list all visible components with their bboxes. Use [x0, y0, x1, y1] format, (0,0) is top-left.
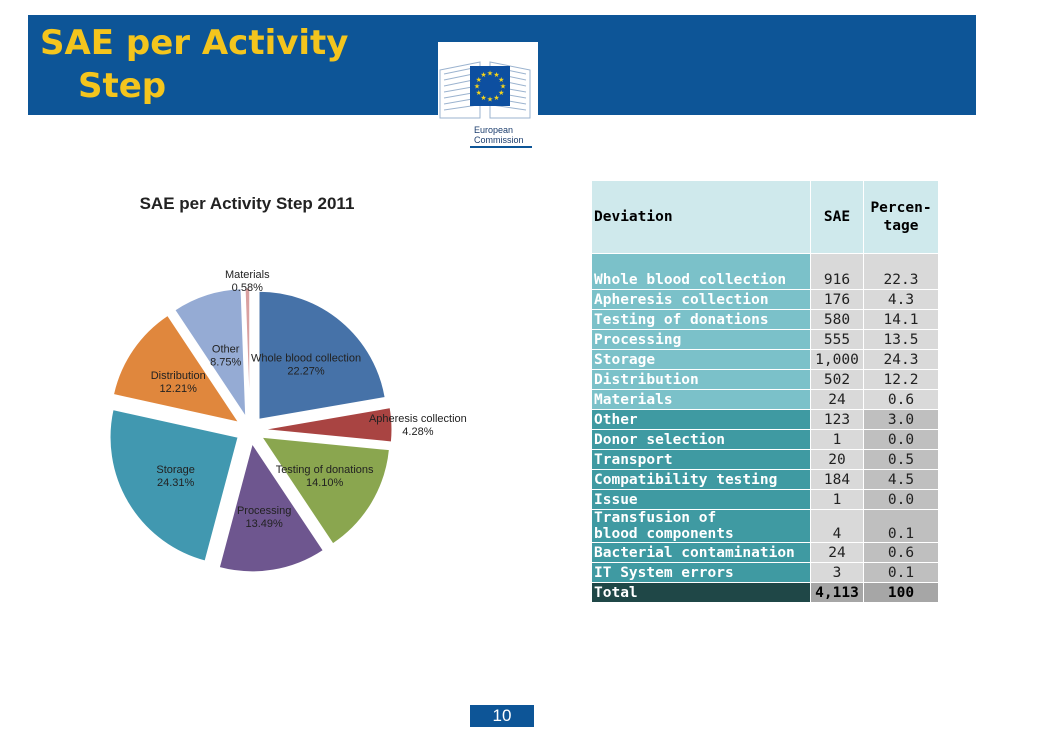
slice-label: Storage	[156, 464, 195, 477]
row-percentage: 0.1	[864, 563, 939, 583]
row-percentage: 0.1	[864, 510, 939, 543]
slice-percent-label: 4.28%	[402, 425, 434, 438]
logo-underline	[470, 146, 532, 148]
chart-title: SAE per Activity Step 2011	[139, 194, 355, 213]
row-percentage: 0.0	[864, 490, 939, 510]
row-sae: 24	[811, 390, 864, 410]
row-sae: 1	[811, 490, 864, 510]
row-percentage: 4.5	[864, 470, 939, 490]
svg-text:★: ★	[475, 77, 482, 84]
svg-text:★: ★	[499, 83, 507, 91]
slide-title	[40, 22, 348, 108]
row-sae: 1,000	[811, 350, 864, 370]
row-percentage: 22.3	[864, 254, 939, 290]
total-sae: 4,113	[811, 583, 864, 603]
total-label: Total	[592, 583, 811, 603]
slice-label: Apheresis collection	[368, 412, 467, 425]
row-percentage: 0.5	[864, 450, 939, 470]
table-row	[592, 510, 939, 543]
table-row	[592, 490, 939, 510]
table-total-row	[592, 583, 939, 603]
header-sae: SAE	[811, 181, 864, 254]
table-row	[592, 254, 939, 290]
row-deviation: Issue	[592, 490, 811, 510]
header-percentage-line2: tage	[883, 218, 919, 234]
svg-text:★: ★	[498, 90, 505, 97]
row-deviation: Materials	[592, 390, 811, 410]
row-sae: 1	[811, 430, 864, 450]
svg-text:★: ★	[486, 96, 494, 104]
row-deviation: Transport	[592, 450, 811, 470]
row-deviation: Apheresis collection	[592, 290, 811, 310]
slice-label: Other	[211, 343, 240, 356]
header-percentage-line1: Percen-	[870, 200, 932, 216]
slice-percent-label: 22.27%	[287, 365, 325, 378]
svg-text:★: ★	[493, 72, 500, 80]
table-row	[592, 330, 939, 350]
row-percentage: 4.3	[864, 290, 939, 310]
table-row	[592, 450, 939, 470]
svg-text:★: ★	[480, 94, 487, 102]
svg-text:★: ★	[473, 83, 481, 91]
table-row	[592, 390, 939, 410]
slice-label: Materials	[224, 269, 270, 282]
row-sae: 20	[811, 450, 864, 470]
row-sae: 3	[811, 563, 864, 583]
svg-text:★: ★	[480, 72, 487, 80]
row-percentage: 3.0	[864, 410, 939, 430]
table-row	[592, 290, 939, 310]
svg-text:★: ★	[498, 77, 505, 84]
table-row	[592, 430, 939, 450]
logo-text-line1: European	[474, 125, 514, 135]
row-percentage: 24.3	[864, 350, 939, 370]
row-sae: 4	[811, 510, 864, 543]
logo-text-line2: Commission	[474, 135, 524, 145]
slice-percent-label: 0.58%	[231, 282, 263, 295]
header-deviation: Deviation	[592, 181, 811, 254]
row-deviation: Whole blood collection	[592, 254, 811, 290]
row-percentage: 0.0	[864, 430, 939, 450]
slice-percent-label: 8.75%	[210, 356, 242, 369]
row-sae: 502	[811, 370, 864, 390]
row-deviation: Compatibility testing	[592, 470, 811, 490]
row-percentage: 0.6	[864, 390, 939, 410]
table-row	[592, 310, 939, 330]
table-row	[592, 350, 939, 370]
row-sae: 555	[811, 330, 864, 350]
slice-percent-label: 13.49%	[245, 517, 283, 530]
row-deviation: Donor selection	[592, 430, 811, 450]
row-percentage: 14.1	[864, 310, 939, 330]
row-sae: 916	[811, 254, 864, 290]
row-deviation: IT System errors	[592, 563, 811, 583]
svg-text:★: ★	[493, 94, 500, 102]
slice-percent-label: 14.10%	[305, 476, 344, 489]
table-row	[592, 543, 939, 563]
slice-percent-label: 12.21%	[159, 382, 197, 395]
slice-label: Whole blood collection	[251, 352, 362, 365]
row-percentage: 13.5	[864, 330, 939, 350]
row-deviation: Bacterial contamination	[592, 543, 811, 563]
row-sae: 176	[811, 290, 864, 310]
row-deviation: Testing of donations	[592, 310, 811, 330]
table-row	[592, 410, 939, 430]
logo-text	[474, 125, 524, 145]
row-sae: 580	[811, 310, 864, 330]
row-percentage: 12.2	[864, 370, 939, 390]
table-row	[592, 563, 939, 583]
slice-label: Distribution	[150, 369, 206, 382]
pie-slice	[245, 288, 250, 416]
svg-text:★: ★	[486, 70, 494, 78]
row-deviation: Processing	[592, 330, 811, 350]
row-deviation: Other	[592, 410, 811, 430]
slice-percent-label: 24.31%	[156, 477, 195, 490]
row-deviation: Distribution	[592, 370, 811, 390]
slide-title-line2: Step	[78, 66, 167, 106]
header-percentage	[864, 181, 939, 254]
table-row	[592, 370, 939, 390]
row-sae: 123	[811, 410, 864, 430]
row-sae: 184	[811, 470, 864, 490]
slice-label: Testing of donations	[275, 463, 374, 476]
slide-title-line1: SAE per Activity	[40, 23, 349, 63]
slice-label: Processing	[236, 504, 292, 517]
pie-chart	[70, 180, 467, 600]
row-deviation: Storage	[592, 350, 811, 370]
table-header-row	[592, 181, 939, 254]
row-deviation: Transfusion of blood components	[592, 510, 811, 543]
total-percentage: 100	[864, 583, 939, 603]
page-number: 10	[470, 705, 534, 727]
row-percentage: 0.6	[864, 543, 939, 563]
row-sae: 24	[811, 543, 864, 563]
table-row	[592, 470, 939, 490]
sae-table	[591, 180, 939, 603]
svg-text:★: ★	[475, 90, 482, 97]
